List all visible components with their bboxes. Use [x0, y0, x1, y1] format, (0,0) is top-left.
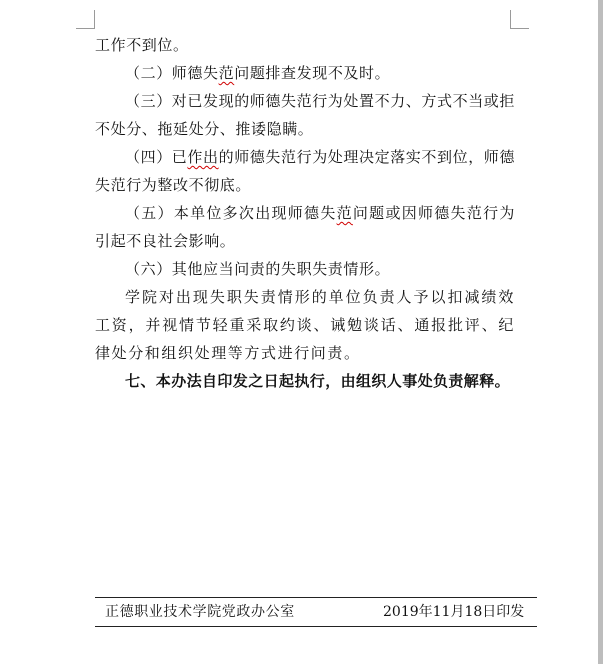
paragraph-accountability: 学院对出现失职失责情形的单位负责人予以扣减绩效工资，并视情节轻重采取约谈、诫勉谈话、通报批评、纪律处分和组织处理等方式进行问责。: [95, 288, 515, 362]
top-left-margin-marker: [76, 10, 95, 29]
document-body[interactable]: [95, 31, 515, 395]
footer-issue-date: 2019年11月18日印发: [383, 604, 525, 620]
paragraph-item-4: （四）已作出的师德失范行为处理决定落实不到位，师德失范行为整改不彻底。: [95, 148, 516, 194]
spellcheck-flagged-word: 范: [336, 204, 353, 222]
page-edge-shadow: [598, 0, 603, 664]
spellcheck-flagged-word: 作出: [187, 148, 219, 166]
spellcheck-flagged-word: 范: [218, 64, 235, 82]
paragraph-item-3: （三）对已发现的师德失范行为处置不力、方式不当或拒不处分、拖延处分、推诿隐瞒。: [95, 92, 516, 138]
footer-bottom-rule: [95, 626, 537, 627]
paragraph-continuation: 工作不到位。: [95, 36, 189, 54]
footer-issuing-office: 正德职业技术学院党政办公室: [105, 604, 295, 620]
paragraph-section-7: 七、本办法自印发之日起执行，由组织人事处负责解释。: [125, 372, 511, 390]
paragraph-item-6: （六）其他应当问责的失职失责情形。: [125, 260, 391, 278]
paragraph-item-2: （二）师德失范问题排查发现不及时。: [125, 64, 391, 82]
top-right-margin-marker: [510, 10, 529, 29]
footer-top-rule: [95, 597, 537, 598]
paragraph-item-5: （五）本单位多次出现师德失范问题或因师德失范行为引起不良社会影响。: [95, 204, 515, 250]
